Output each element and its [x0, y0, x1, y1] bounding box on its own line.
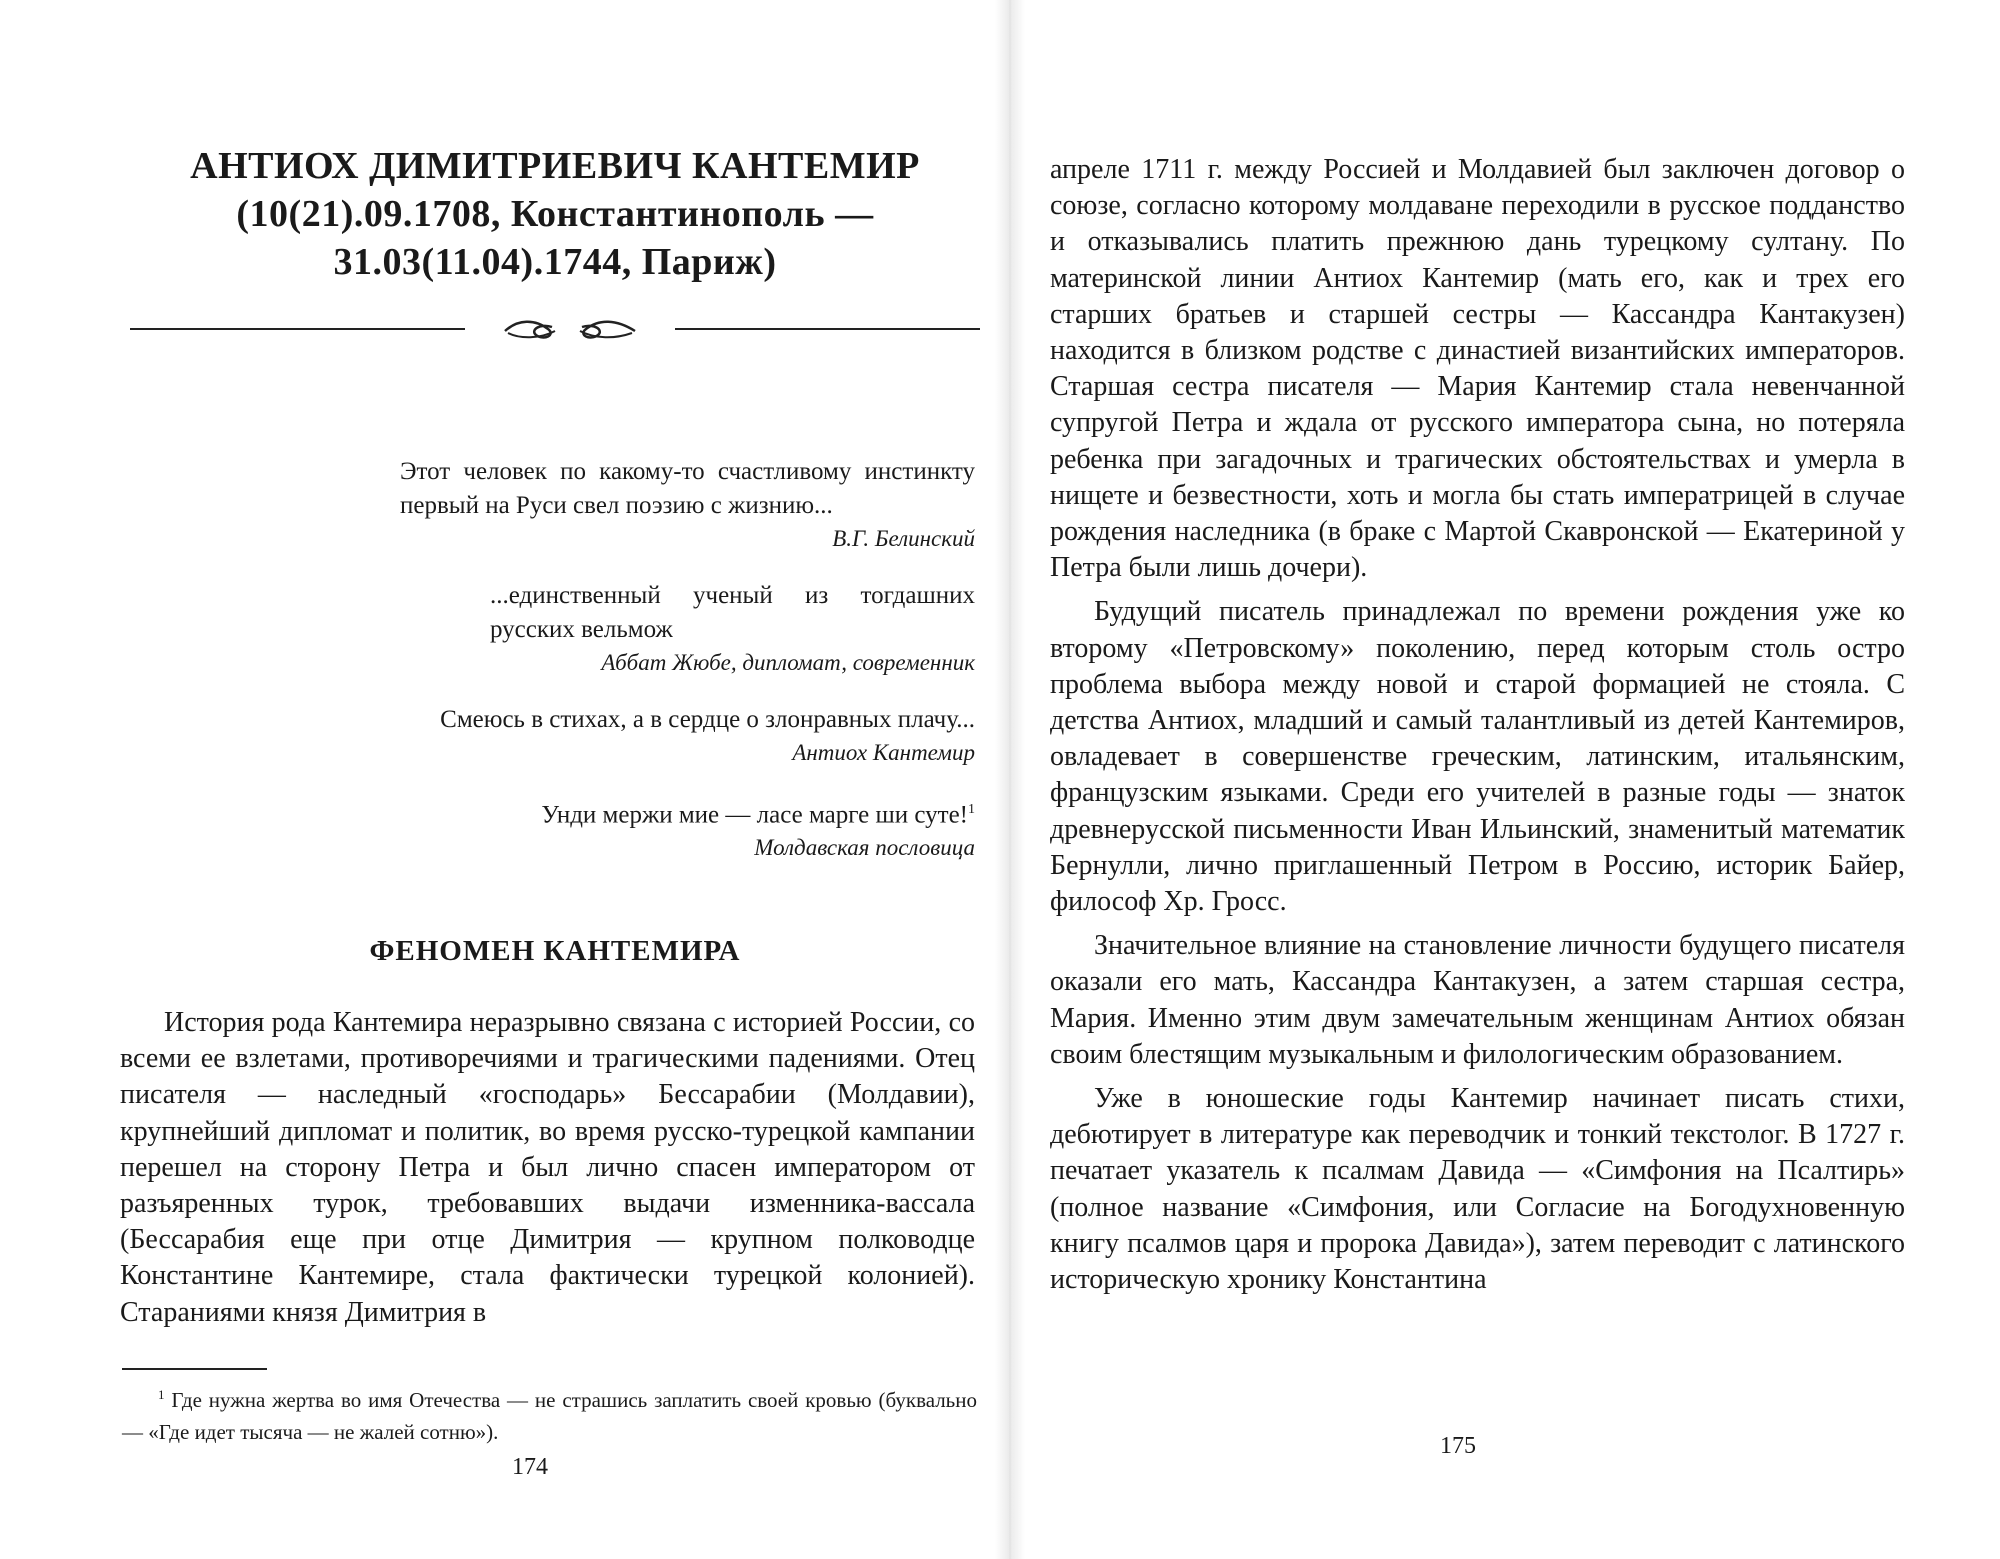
epigraph-author: В.Г. Белинский [832, 526, 975, 551]
epigraphs [400, 455, 975, 864]
page-number-right: 175 [1440, 1433, 1476, 1459]
right-page [1000, 0, 2000, 1559]
title-line-2: (10(21).09.1708, Константинополь — [236, 193, 874, 235]
title-line-3: 31.03(11.04).1744, Париж) [333, 241, 777, 283]
section-title: ФЕНОМЕН КАНТЕМИРА [369, 935, 741, 967]
page-number-left: 174 [512, 1454, 548, 1480]
footnote-text: Где нужна жертва во имя Отечества — не страшись заплатить своей кровью (буквально — «Где идет тысяча — не жалей сотню»). [122, 1388, 978, 1444]
body-text-right [1050, 152, 1905, 1298]
epigraph-4 [400, 793, 975, 864]
paragraph-3: Значительное влияние на становление личности будущего писателя оказали его мать, Кассандра Кантакузен, а затем старшая сестра, Мария. Именно этим двум замечательным женщинам Антиох обязан своим блестящим музыкальным и филологическим образованием. [1050, 930, 1905, 1070]
ornament-divider [130, 315, 980, 345]
paragraph-1: апреле 1711 г. между Россией и Молдавией был заключен договор о союзе, согласно которому молдаване переходили в русское подданство и отказывались платить прежнюю дань турецкому султану. По материнской линии Антиох Кантемир (мать его, как и трех его старших братьев и старшей сестры — Кассандра Кантакузен) находится в близком родстве с династией византийских императоров. Старшая сестра писателя — Мария Кантемир стала невенчанной супругой Петра и ждала от русского императора сына, но потеряла ребенка при загадочных и трагических обстоятельствах и умерла в нищете и безвестности, хоть и могла бы стать императрицей в случае рождения наследника (в браке с Мартой Скавронской — Екатериной у Петра были лишь дочери). [1050, 154, 1905, 584]
epigraph-author: Аббат Жюбе, дипломат, современник [601, 650, 975, 675]
title-line-1: АНТИОХ ДИМИТРИЕВИЧ КАНТЕМИР [190, 145, 920, 187]
paragraph-2: Будущий писатель принадлежал по времени рождения уже ко второму «Петровскому» поколению, перед которым столь остро проблема выбора между новой и старой формацией не стояла. С детства Антиох, младший и самый талантливый из детей Кантемиров, овладевает в совершенстве греческим, латинским, итальянским, французским языками. Среди его учителей в разные годы — знаток древнерусской письменности Иван Ильинский, знаменитый математик Бернулли, лично приглашенный Петром в Россию, историк Байер, философ Хр. Гросс. [1050, 596, 1905, 918]
epigraph-1 [400, 455, 975, 555]
ornament-rule-left [130, 328, 465, 330]
paragraph-4: Уже в юношеские годы Кантемир начинает писать стихи, дебютирует в литературе как переводчик и тонкий текстолог. В 1727 г. печатает указатель к псалмам Давида — «Симфония на Псалтирь» (полное название «Симфония, или Согласие на Богодухновенную книгу псалмов царя и пророка Давида»), затем переводит с латинского историческую хронику Константина [1050, 1083, 1905, 1296]
chapter-title [130, 142, 980, 286]
ornament-rule-right [675, 328, 980, 330]
footnote-mark: 1 [158, 1387, 165, 1402]
footnote-reference: 1 [968, 802, 975, 817]
epigraph-text: Унди мержи мие — ласе марге ши суте! [541, 801, 968, 829]
footnote [122, 1379, 977, 1448]
flourish-icon [500, 315, 640, 345]
epigraph-3 [400, 703, 975, 769]
body-text-left [120, 1005, 975, 1331]
epigraph-2 [400, 579, 975, 679]
footnote-divider [122, 1368, 267, 1370]
paragraph: История рода Кантемира неразрывно связана с историей России, со всеми ее взлетами, противоречиями и трагическими падениями. Отец писателя — наследный «господарь» Бессарабии (Молдавии), крупнейший дипломат и политик, во время русско-турецкой кампании перешел на сторону Петра и был лично спасен императором от разъяренных турок, требовавших выдачи изменника-вассала (Бессарабия еще при отце Димитрия — крупном полководце Константине Кантемире, стала фактически турецкой колонией). Стараниями князя Димитрия в [120, 1007, 975, 1328]
epigraph-author: Антиох Кантемир [792, 740, 975, 765]
epigraph-text: ...единственный ученый из тогдашних русских вельмож [490, 582, 975, 643]
epigraph-author: Молдавская пословица [754, 835, 975, 861]
epigraph-text: Смеюсь в стихах, а в сердце о злонравных плачу... [440, 706, 975, 733]
epigraph-text: Этот человек по какому-то счастливому инстинкту первый на Руси свел поэзию с жизнию... [400, 458, 975, 519]
